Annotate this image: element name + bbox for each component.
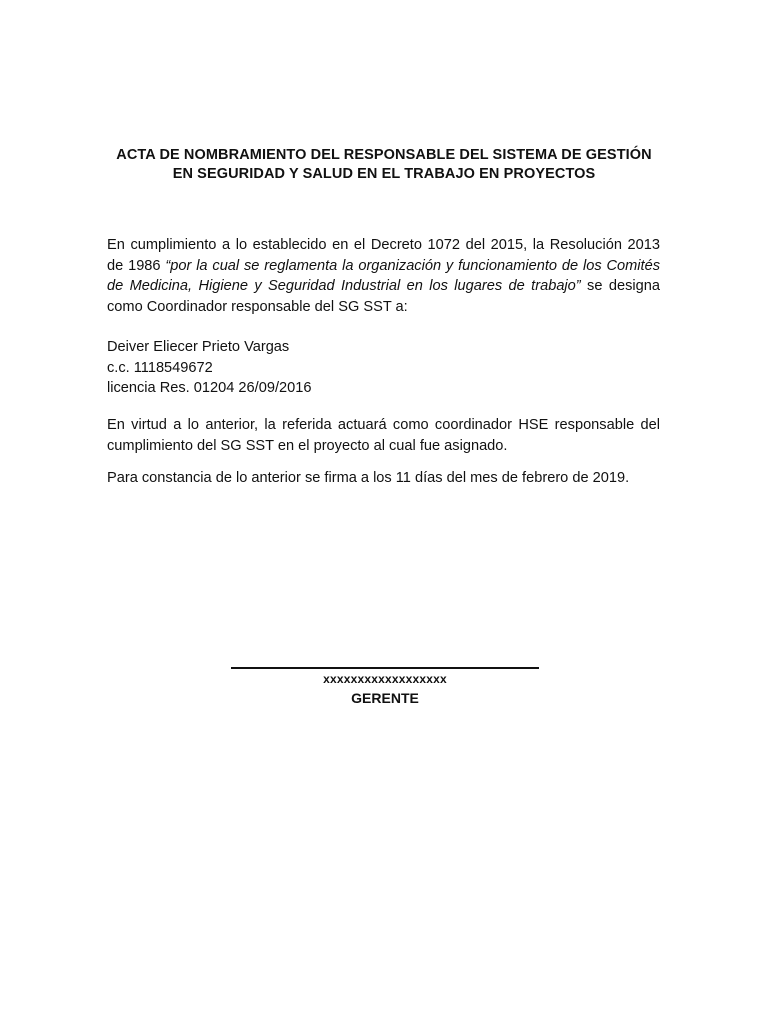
signature-line (231, 667, 539, 669)
signature-block (230, 656, 540, 707)
appointee-name: Deiver Eliecer Prieto Vargas (107, 339, 290, 355)
title-line-1: ACTA DE NOMBRAMIENTO DEL RESPONSABLE DEL SISTEMA DE GESTIÓN (116, 147, 652, 163)
paragraph-legal-basis-intro: En cumplimiento a lo establecido en el Decreto 1072 del 2015, la Resolución 2013 de 1986 (107, 237, 660, 274)
appointee-block (107, 337, 660, 399)
title-line-2: EN SEGURIDAD Y SALUD EN EL TRABAJO EN PROYECTOS (172, 166, 596, 182)
appointee-license: licencia Res. 01204 26/09/2016 (107, 380, 312, 396)
appointee-id: c.c. 1118549672 (107, 359, 213, 376)
paragraph-signing-date: Para constancia de lo anterior se firma a los 11 días del mes de febrero de 2019. (107, 470, 630, 486)
document-title (100, 146, 668, 184)
paragraph-legal-basis (107, 235, 660, 317)
paragraph-legal-basis-quote: “por la cual se reglamenta la organización y funcionamiento de los Comités de Medicina, Higiene y Seguridad Industrial en los lugares de trabajo” (107, 257, 660, 294)
signatory-name: xxxxxxxxxxxxxxxxxx (323, 672, 447, 686)
paragraph-legal-basis-ending: se designa como Coordinador responsable del SG SST a: (107, 278, 660, 315)
signatory-role: GERENTE (351, 690, 419, 706)
paragraph-responsibility: En virtud a lo anterior, la referida actuará como coordinador HSE responsable del cumplimiento del SG SST en el proyecto al cual fue asignado. (107, 417, 660, 454)
